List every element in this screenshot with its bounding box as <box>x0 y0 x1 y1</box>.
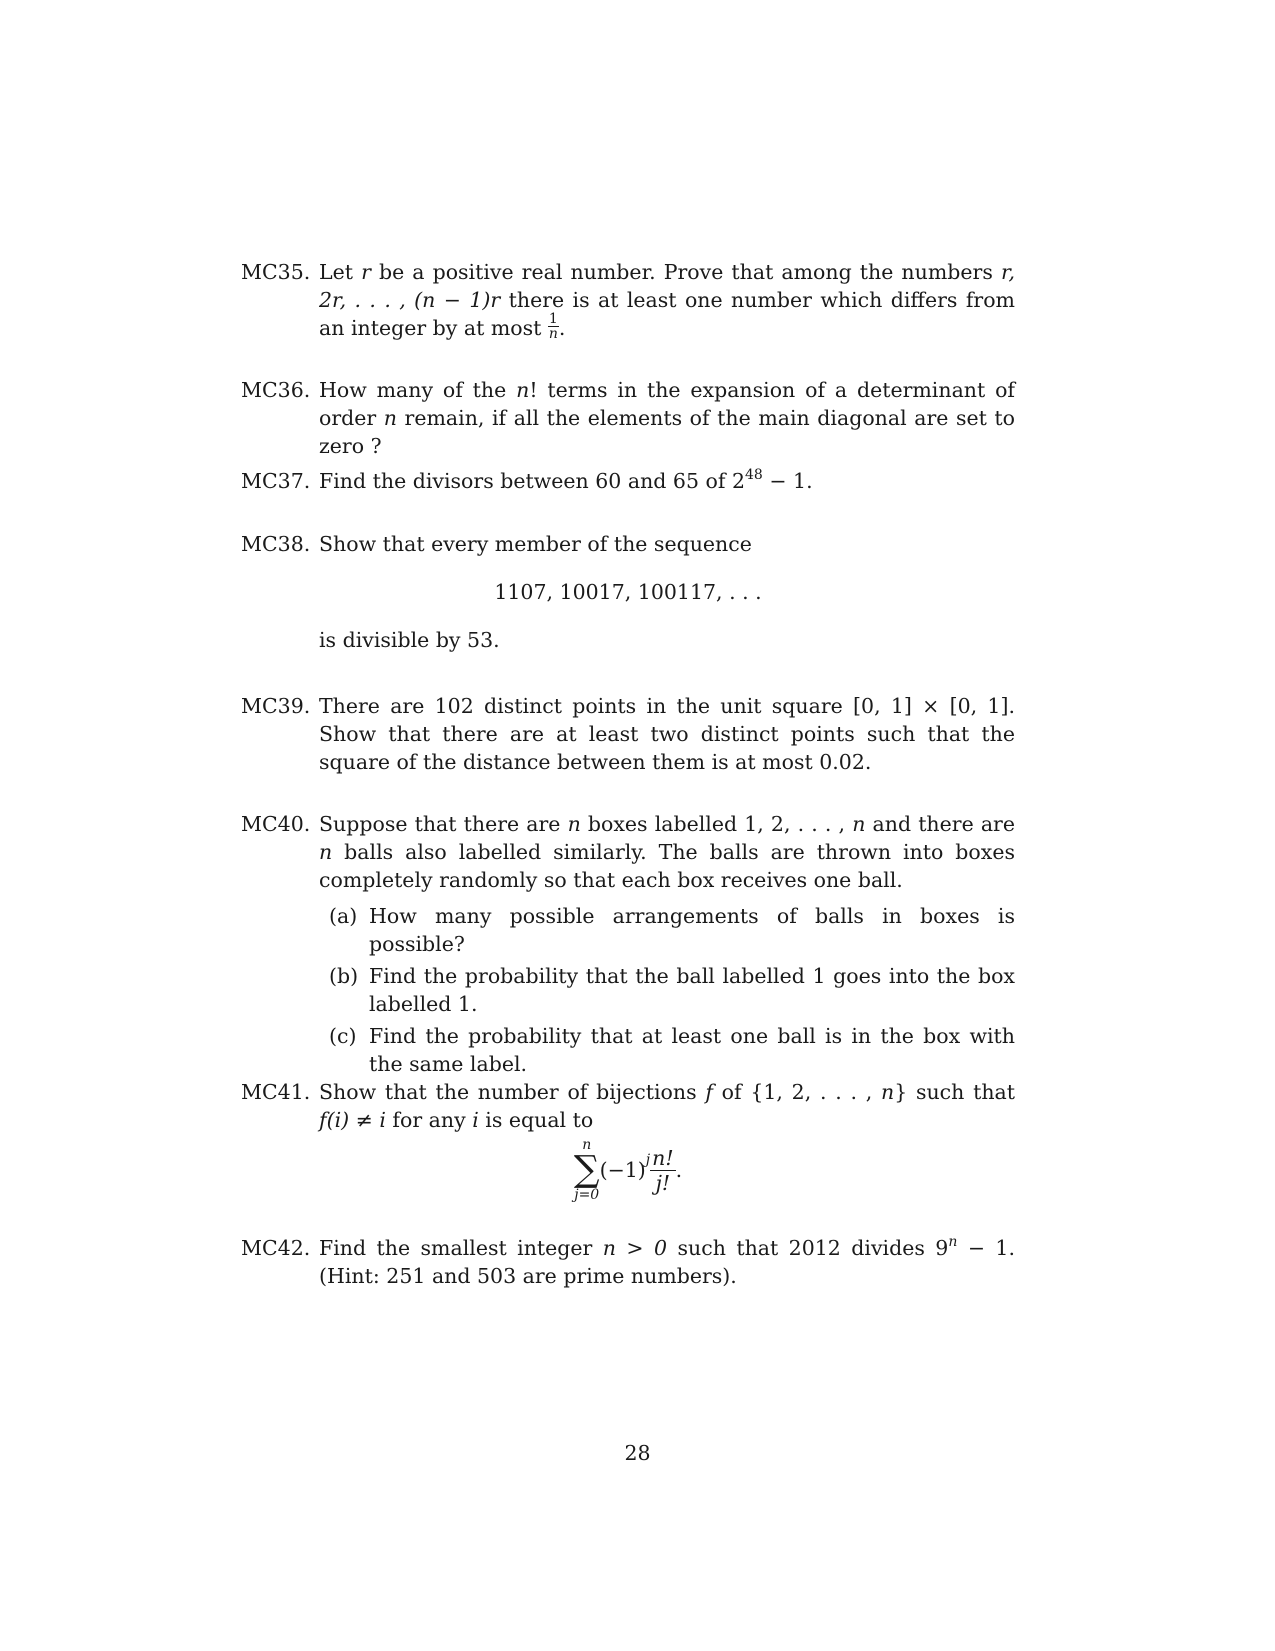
sub-question-b: (b) Find the probability that the ball labelled 1 goes into the box labelled 1. <box>329 964 1015 1016</box>
problem-mc42 <box>241 1234 1015 1290</box>
sub-question-c: (c) Find the probability that at least one ball is in the box with the same label. <box>329 1024 1015 1076</box>
problem-number: MC40. <box>241 812 311 836</box>
problem-text: Let r be a positive real number. Prove that among the numbers r, 2r, . . . , (n − 1)r there is at least one number which differs from an integer by at most $\frac{1}{n}$ . <box>319 260 1016 342</box>
problem-mc38 <box>241 530 1015 654</box>
sub-question-a: (a) How many possible arrangements of balls in boxes is possible? <box>329 904 1015 956</box>
page-number: 28 <box>624 1441 651 1465</box>
problem-mc39 <box>241 692 1015 776</box>
problem-number: MC35. <box>241 260 311 284</box>
problem-text: Find the divisors between 60 and 65 of $2^{48} - 1$. <box>319 467 813 493</box>
problem-number: MC38. <box>241 532 311 556</box>
problem-text: Suppose that there are n boxes labelled 1, 2, . . . , n and there are n balls also labelled similarly. The balls are thrown into boxes completely randomly so that each box receives one ball. (a) How many possible arrangements of balls in boxes is possible? (b) Find the probability that the ball labelled 1 goes into the box labelled 1. (c) Find the probability that at least one ball is in the box with the same label. <box>319 812 1015 1076</box>
display-sum-formula: n ∑ j=0 $(-1)^j$ $\frac{n!}{j!}$ . <box>573 1137 683 1203</box>
problem-number: MC36. <box>241 378 311 402</box>
fraction-n-factorial-over-j-factorial: $\frac{n!}{j!}$ <box>652 1145 674 1195</box>
problem-mc37 <box>241 467 1015 495</box>
problem-text: How many of the n! terms in the expansion of a determinant of order n remain, if all the elements of the main diagonal are set to zero ? <box>319 378 1016 458</box>
problem-text: Show that every member of the sequence 1107, 10017, 100117, . . . is divisible by 53. <box>319 530 1015 654</box>
problem-text: There are 102 distinct points in the unit square [0, 1] × [0, 1]. Show that there are at least two distinct points such that the square of the distance between them is at most 0.02. <box>319 694 1015 774</box>
problem-text: Find the smallest integer n > 0 such that 2012 divides $9^n - 1$. (Hint: 251 and 503 are prime numbers). <box>319 1234 1015 1288</box>
problem-number: MC39. <box>241 694 311 718</box>
sub-questions <box>329 902 1015 1078</box>
problem-mc40 <box>241 810 1015 1082</box>
problem-number: MC42. <box>241 1236 311 1260</box>
problem-mc35 <box>241 258 1015 344</box>
problem-number: MC37. <box>241 469 311 493</box>
problem-text: Show that the number of bijections f of {1, 2, . . . , n} such that f(i) ≠ i for any i is equal to n ∑ j=0 $(-1)^j$ $\frac{n!}{j!}$ . <box>319 1078 1015 1202</box>
summation-sign: n ∑ j=0 <box>573 1137 600 1203</box>
problem-mc36 <box>241 376 1015 460</box>
fraction-1-over-n: $\frac{1}{n}$ <box>548 311 558 342</box>
problem-mc41 <box>241 1078 1015 1202</box>
display-sequence: 1107, 10017, 100117, . . . <box>494 580 762 604</box>
problem-number: MC41. <box>241 1080 311 1104</box>
